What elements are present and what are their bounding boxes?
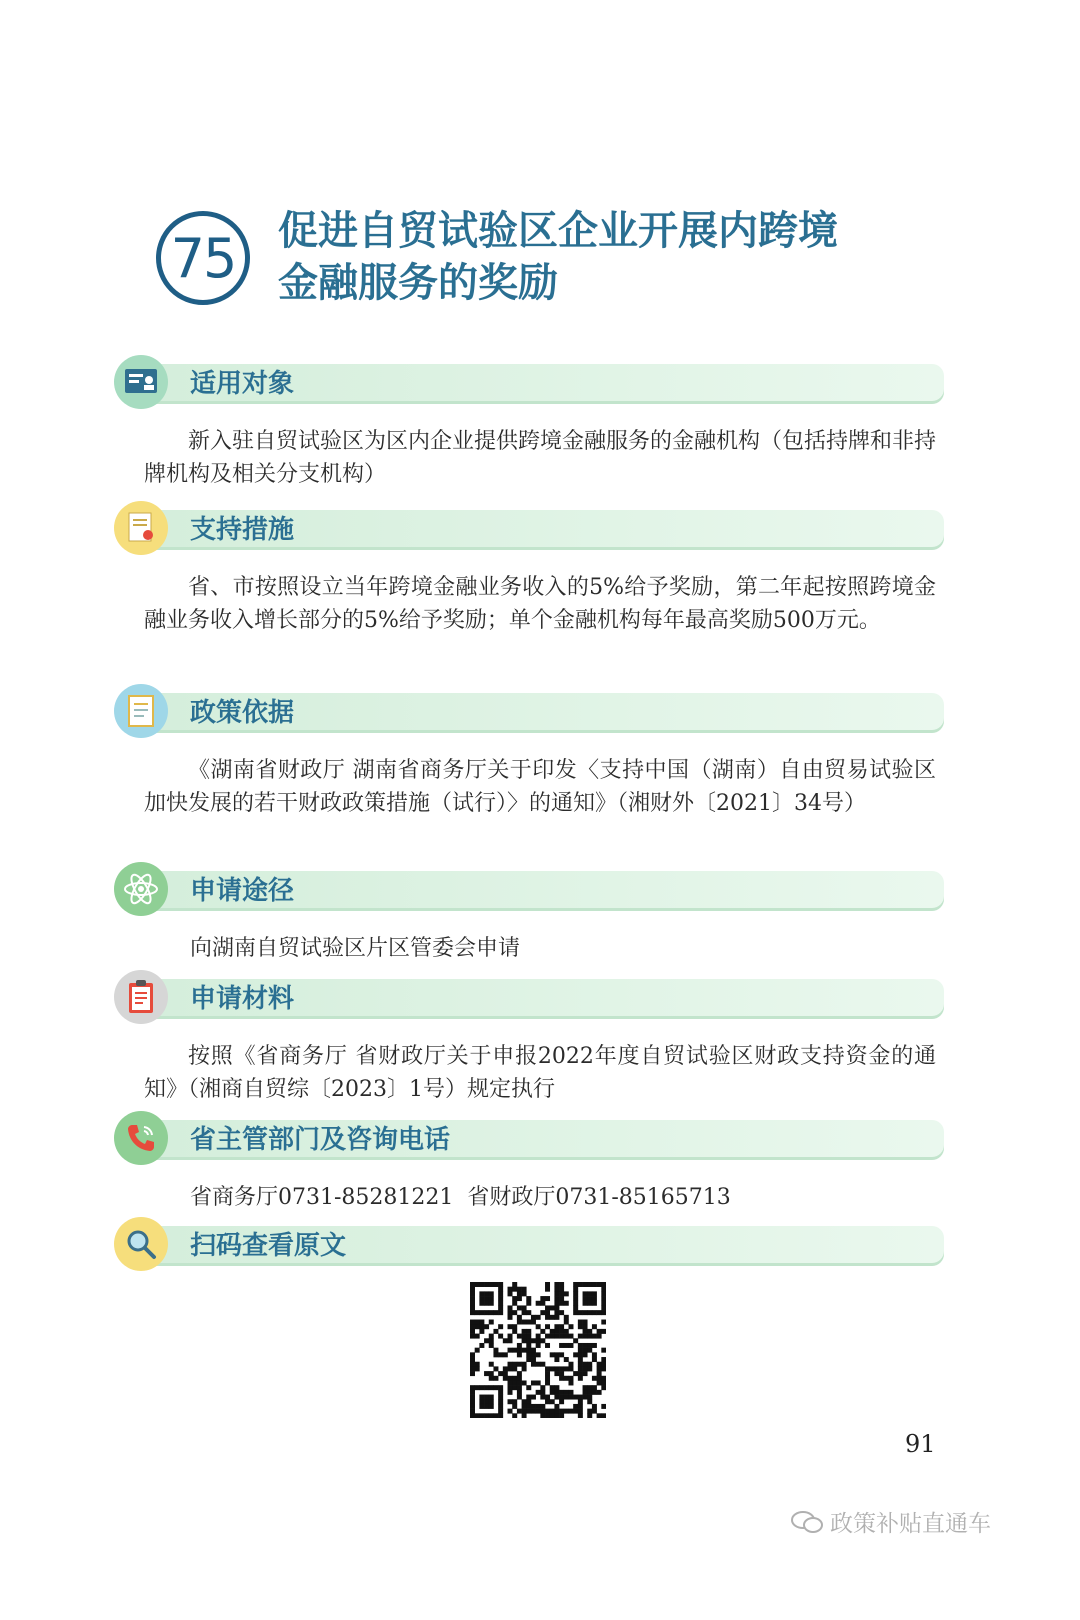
document-icon xyxy=(114,684,168,738)
phone-icon xyxy=(114,1111,168,1165)
page-title xyxy=(278,205,838,309)
section-title: 政策依据 xyxy=(190,698,295,728)
section-body: 按照《省商务厅 省财政厅关于申报2022年度自贸试验区财政支持资金的通知》（湘商自贸综〔2023〕1号）规定执行 xyxy=(144,1044,936,1102)
section-contact xyxy=(114,1111,944,1214)
section-application-materials xyxy=(114,970,944,1106)
section-title: 扫码查看原文 xyxy=(190,1231,347,1261)
title-line-2: 金融服务的奖励 xyxy=(278,259,558,306)
section-title: 申请材料 xyxy=(190,984,295,1014)
section-body: 新入驻自贸试验区为区内企业提供跨境金融服务的金融机构（包括持牌和非持牌机构及相关分支机构） xyxy=(144,429,937,487)
section-body: 向湖南自贸试验区片区管委会申请 xyxy=(190,936,521,961)
clipboard-icon xyxy=(114,970,168,1024)
atom-icon xyxy=(114,862,168,916)
section-header xyxy=(114,501,944,557)
section-header xyxy=(114,355,944,411)
section-scan-qr xyxy=(114,1217,944,1273)
section-title: 申请途径 xyxy=(190,876,295,906)
section-header xyxy=(114,862,944,918)
certificate-icon xyxy=(114,501,168,555)
section-applicable-targets xyxy=(114,355,944,491)
title-block xyxy=(156,205,856,315)
section-header xyxy=(114,1111,944,1167)
section-title: 省主管部门及咨询电话 xyxy=(190,1125,451,1155)
section-header xyxy=(114,970,944,1026)
wechat-icon xyxy=(790,1510,824,1534)
section-body: 省、市按照设立当年跨境金融业务收入的5%给予奖励，第二年起按照跨境金融业务收入增长部分的5%给予奖励；单个金融机构每年最高奖励500万元。 xyxy=(144,575,936,633)
page-number: 91 xyxy=(905,1430,936,1458)
qr-code[interactable] xyxy=(470,1282,606,1418)
watermark xyxy=(790,1505,991,1538)
magnifier-icon xyxy=(114,1217,168,1271)
title-line-1: 促进自贸试验区企业开展内跨境 xyxy=(278,207,838,254)
section-policy-basis xyxy=(114,684,944,820)
section-application-channel xyxy=(114,862,944,965)
section-title: 支持措施 xyxy=(190,515,295,545)
id-card-icon xyxy=(114,355,168,409)
section-header xyxy=(114,1217,944,1273)
watermark-text: 政策补贴直通车 xyxy=(830,1511,991,1537)
section-body: 《湖南省财政厅 湖南省商务厅关于印发〈支持中国（湖南）自由贸易试验区加快发展的若干财政政策措施（试行）〉的通知》（湘财外〔2021〕34号） xyxy=(144,758,936,816)
section-body: 省商务厅0731-85281221 省财政厅0731-85165713 xyxy=(190,1185,731,1210)
section-header xyxy=(114,684,944,740)
qr-code-image xyxy=(470,1282,606,1418)
section-title: 适用对象 xyxy=(190,369,295,399)
section-support-measures xyxy=(114,501,944,637)
item-number-badge: 75 xyxy=(156,211,250,305)
